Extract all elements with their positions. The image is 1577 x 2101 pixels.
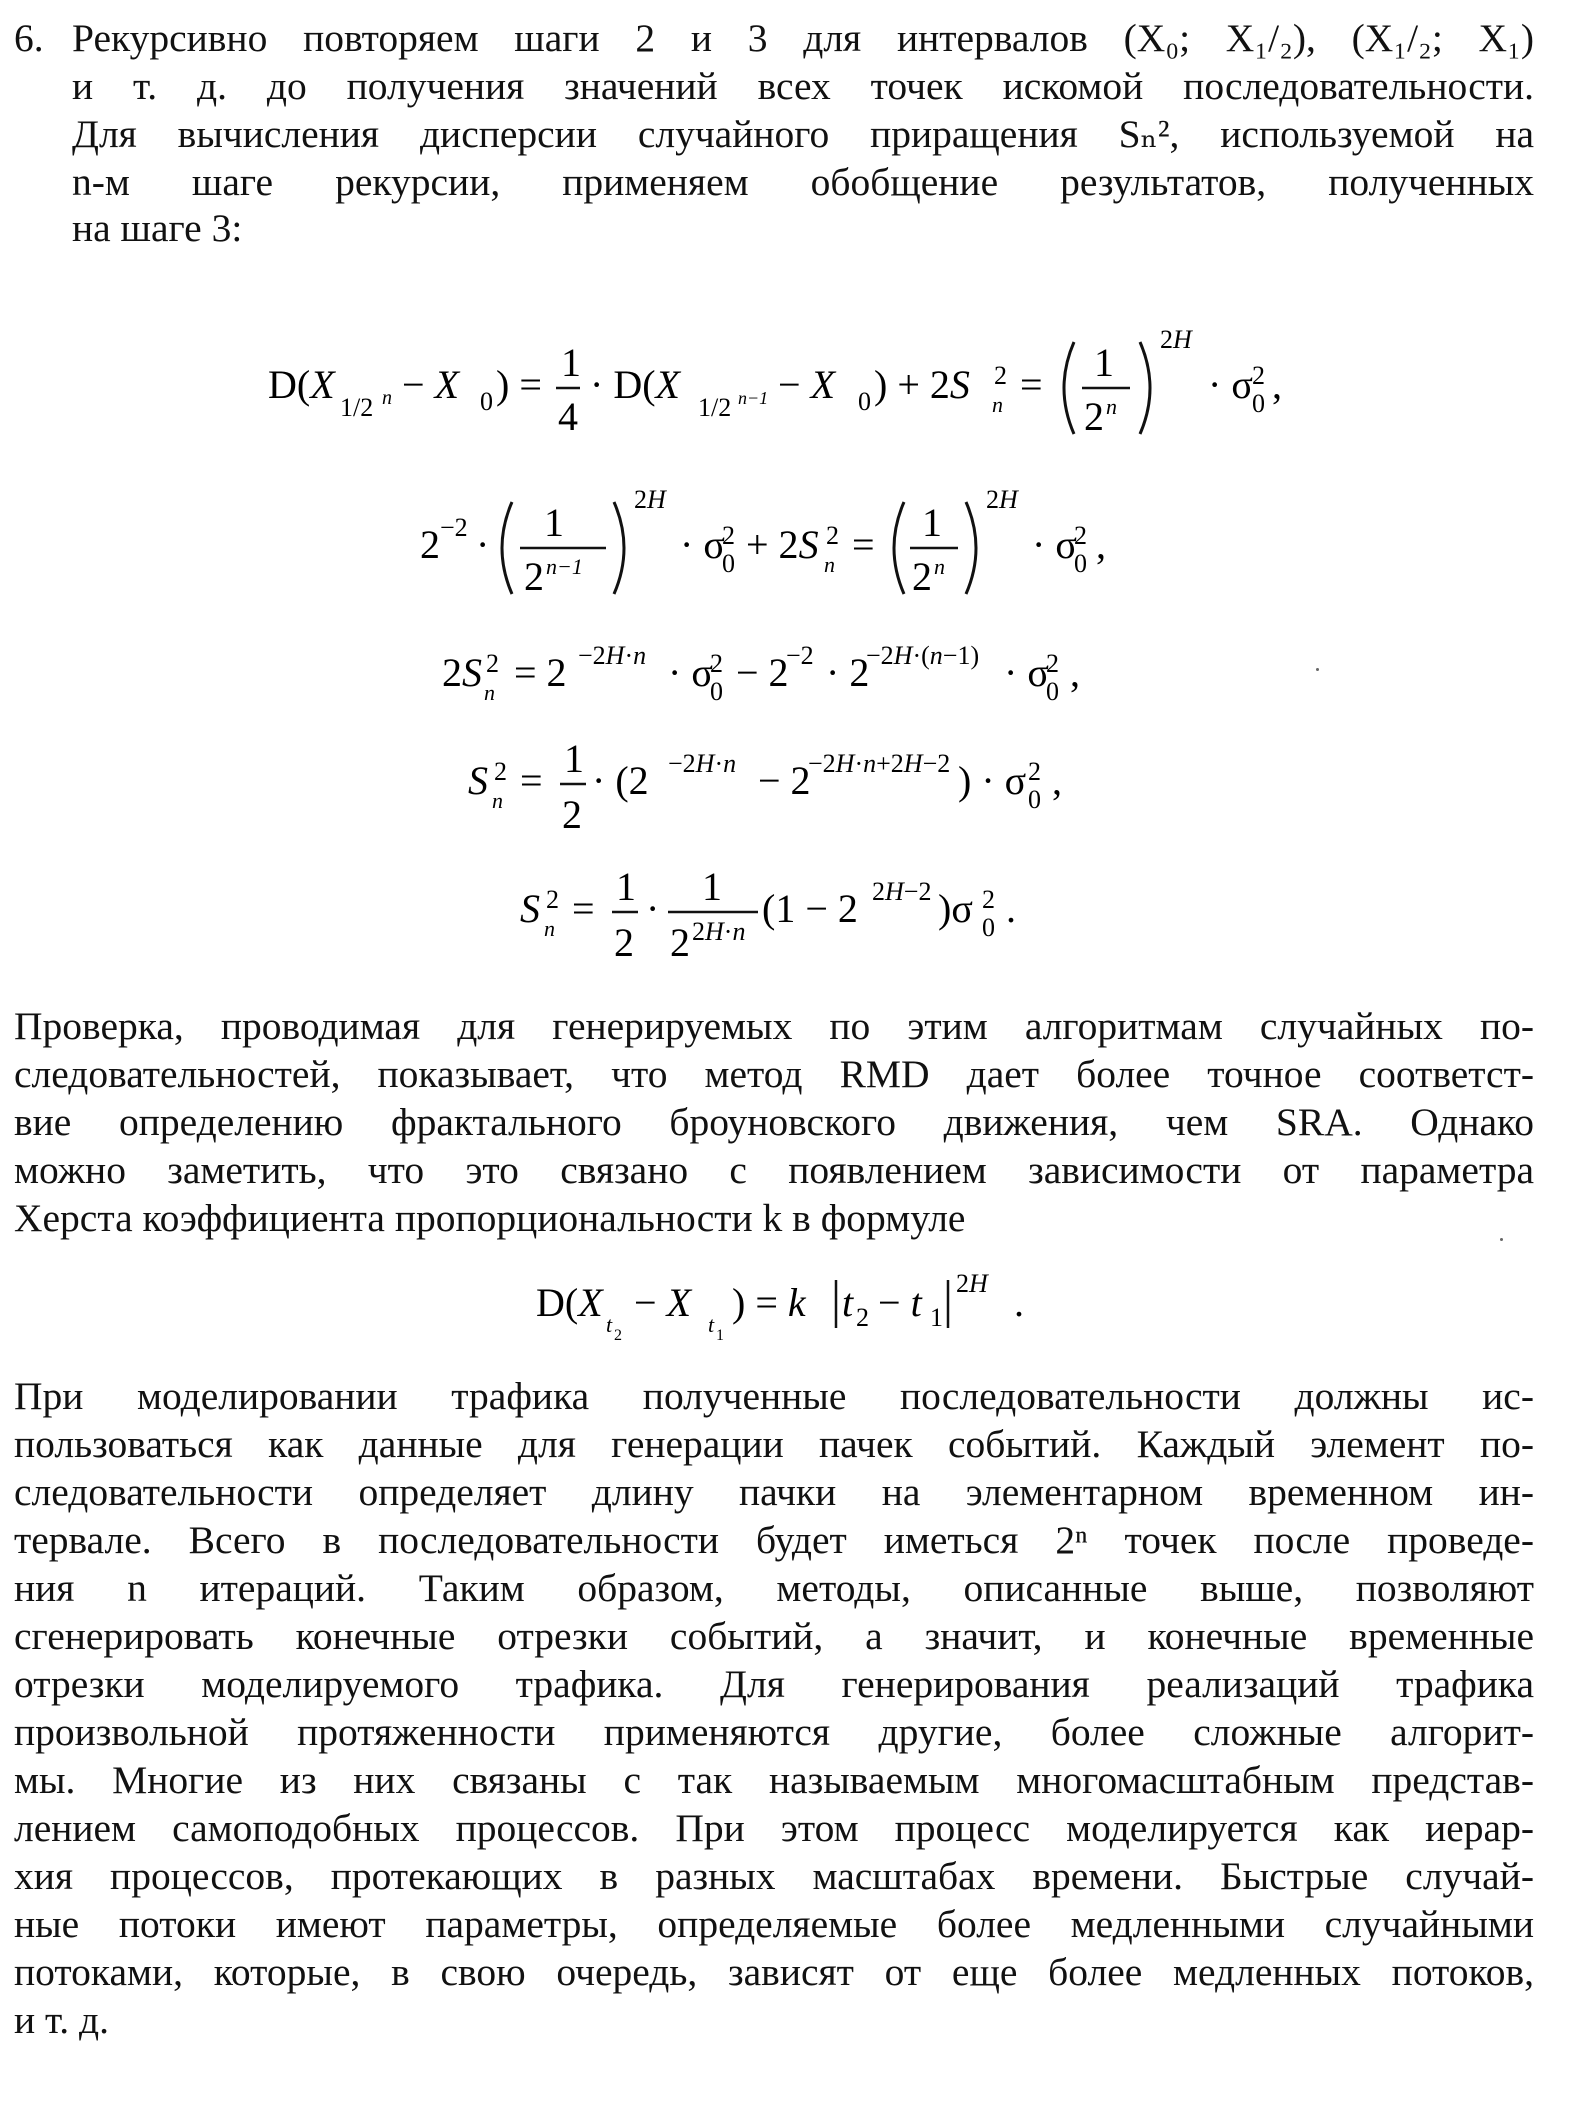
svg-text:2H·n: 2H·n bbox=[692, 917, 746, 946]
svg-text:= 2: = 2 bbox=[514, 650, 567, 695]
svg-text:−2H·n+2H−2: −2H·n+2H−2 bbox=[808, 749, 951, 778]
svg-text:2: 2 bbox=[562, 792, 582, 837]
svg-text:0: 0 bbox=[710, 677, 723, 706]
svg-text:(1 − 2: (1 − 2 bbox=[762, 886, 858, 931]
svg-text:2: 2 bbox=[994, 361, 1007, 390]
svg-text:)σ: )σ bbox=[938, 886, 973, 931]
svg-text:n−1: n−1 bbox=[546, 554, 583, 579]
svg-text:) =: ) = bbox=[496, 362, 542, 407]
svg-text:=: = bbox=[852, 522, 875, 567]
svg-text:−2: −2 bbox=[786, 641, 814, 670]
svg-text:−2H·n: −2H·n bbox=[668, 749, 737, 778]
svg-text:2: 2 bbox=[614, 1327, 622, 1344]
svg-text:,: , bbox=[1070, 650, 1080, 695]
svg-text:n: n bbox=[382, 387, 392, 409]
para1-line-5: Херста коэффициента пропорциональности k в формуле bbox=[14, 1196, 966, 1240]
svg-text:t: t bbox=[606, 1312, 613, 1337]
para2-line-5: ния n итераций. Таким образом, методы, описанные выше, позволяют bbox=[14, 1566, 1534, 1610]
svg-text:0: 0 bbox=[480, 387, 493, 416]
svg-text:1: 1 bbox=[561, 340, 581, 385]
svg-text:n: n bbox=[992, 392, 1003, 417]
svg-text:· σ: · σ bbox=[668, 650, 713, 695]
svg-text:0: 0 bbox=[1028, 785, 1041, 814]
svg-text:2: 2 bbox=[486, 649, 499, 678]
svg-text:2H: 2H bbox=[1160, 325, 1192, 354]
svg-text:n: n bbox=[1106, 394, 1117, 419]
svg-text:· σ: · σ bbox=[1032, 522, 1077, 567]
svg-text:2: 2 bbox=[982, 885, 995, 914]
svg-text:,: , bbox=[1272, 362, 1282, 407]
svg-text:0: 0 bbox=[858, 387, 871, 416]
svg-text:1: 1 bbox=[930, 1303, 943, 1332]
svg-text:2H: 2H bbox=[986, 485, 1018, 514]
item6-line-1: Рекурсивно повторяем шаги 2 и 3 для интервалов (X₀; X₁/₂), (X₁/₂; X₁) bbox=[72, 16, 1534, 60]
svg-text:=: = bbox=[572, 886, 595, 931]
equation-3 bbox=[442, 640, 1122, 730]
para2-line-13: потоками, которые, в свою очередь, зависят от еще более медленных потоков, bbox=[14, 1950, 1534, 1994]
svg-text:·: · bbox=[646, 886, 660, 931]
para2-line-9: мы. Многие из них связаны с так называемым многомасштабным представ- bbox=[14, 1758, 1534, 1802]
svg-text:2: 2 bbox=[1046, 649, 1059, 678]
svg-text:.: . bbox=[1014, 1280, 1024, 1325]
svg-text:S: S bbox=[520, 886, 540, 931]
svg-text:4: 4 bbox=[558, 394, 578, 439]
svg-text:− X: − X bbox=[778, 362, 835, 407]
svg-text:· σ: · σ bbox=[1004, 650, 1049, 695]
svg-text:− 2: − 2 bbox=[736, 650, 789, 695]
svg-text:2: 2 bbox=[856, 1303, 869, 1332]
svg-text:D(X: D(X bbox=[536, 1280, 603, 1325]
para2-line-6: сгенерировать конечные отрезки событий, а значит, и конечные временные bbox=[14, 1614, 1534, 1658]
svg-text:n: n bbox=[934, 554, 945, 579]
svg-text:+ 2S: + 2S bbox=[746, 522, 819, 567]
svg-text:−2H·(n−1): −2H·(n−1) bbox=[866, 641, 980, 670]
svg-text:2: 2 bbox=[1028, 757, 1041, 786]
para1-line-4: можно заметить, что это связано с появлением зависимости от параметра bbox=[14, 1148, 1534, 1192]
item6-line-3: Для вычисления дисперсии случайного приращения Sₙ², используемой на bbox=[72, 112, 1534, 156]
svg-text:2: 2 bbox=[524, 554, 544, 599]
svg-text:−2: −2 bbox=[440, 513, 468, 542]
svg-text:− 2: − 2 bbox=[758, 758, 811, 803]
svg-text:2: 2 bbox=[494, 757, 507, 786]
para1-line-1: Проверка, проводимая для генерируемых по этим алгоритмам случайных по- bbox=[14, 1004, 1534, 1048]
para2-line-14: и т. д. bbox=[14, 1998, 110, 2042]
svg-text:1/2: 1/2 bbox=[340, 393, 374, 422]
svg-text:· 2: · 2 bbox=[826, 650, 870, 695]
svg-text:· (2: · (2 bbox=[592, 758, 649, 803]
item-number: 6. bbox=[14, 16, 44, 60]
item6-line-4: n-м шаге рекурсии, применяем обобщение результатов, полученных bbox=[72, 160, 1534, 204]
svg-text:2: 2 bbox=[722, 521, 735, 550]
svg-text:2: 2 bbox=[1074, 521, 1087, 550]
para2-line-3: следовательности определяет длину пачки на элементарном временном ин- bbox=[14, 1470, 1534, 1514]
svg-text:2: 2 bbox=[912, 554, 932, 599]
svg-text:0: 0 bbox=[1046, 677, 1059, 706]
para2-line-11: хия процессов, протекающих в разных масштабах времени. Быстрые случай- bbox=[14, 1854, 1534, 1898]
svg-text:D(X: D(X bbox=[268, 362, 335, 407]
svg-text:S: S bbox=[468, 758, 488, 803]
svg-text:,: , bbox=[1096, 522, 1106, 567]
svg-text:− X: − X bbox=[634, 1280, 691, 1325]
svg-text:1/2: 1/2 bbox=[698, 393, 732, 422]
svg-text:·: · bbox=[476, 522, 490, 567]
para2-line-7: отрезки моделируемого трафика. Для генерирования реализаций трафика bbox=[14, 1662, 1534, 1706]
para2-line-2: пользоваться как данные для генерации пачек событий. Каждый элемент по- bbox=[14, 1422, 1534, 1466]
svg-text:n: n bbox=[492, 788, 503, 813]
svg-text:· σ: · σ bbox=[680, 522, 725, 567]
svg-text:2: 2 bbox=[420, 522, 440, 567]
svg-text:1: 1 bbox=[922, 500, 942, 545]
equation-1 bbox=[268, 318, 1282, 468]
para2-line-1: При моделировании трафика полученные последовательности должны ис- bbox=[14, 1374, 1534, 1418]
svg-text:− t: − t bbox=[878, 1280, 922, 1325]
svg-text:1: 1 bbox=[564, 736, 584, 781]
equation-4 bbox=[468, 736, 1108, 856]
svg-text:· D(X: · D(X bbox=[590, 362, 680, 407]
item6-line-2: и т. д. до получения значений всех точек искомой последовательности. bbox=[72, 64, 1534, 108]
svg-text:n: n bbox=[824, 552, 835, 577]
scan-speck bbox=[1500, 1238, 1503, 1241]
svg-text:t: t bbox=[842, 1280, 854, 1325]
svg-text:−2H·n: −2H·n bbox=[578, 641, 647, 670]
svg-text:) + 2S: ) + 2S bbox=[874, 362, 970, 407]
svg-text:1: 1 bbox=[702, 864, 722, 909]
svg-text:0: 0 bbox=[1252, 389, 1265, 418]
svg-text:2: 2 bbox=[670, 920, 690, 965]
para2-line-4: тервале. Всего в последовательности будет иметься 2ⁿ точек после проведе- bbox=[14, 1518, 1534, 1562]
svg-text:1: 1 bbox=[544, 500, 564, 545]
svg-text:2H: 2H bbox=[634, 485, 666, 514]
svg-text:2: 2 bbox=[826, 521, 839, 550]
svg-text:2: 2 bbox=[1252, 361, 1265, 390]
svg-text:=: = bbox=[520, 758, 543, 803]
para2-line-10: лением самоподобных процессов. При этом процесс моделируется как иерар- bbox=[14, 1806, 1534, 1850]
item6-line-5: на шаге 3: bbox=[72, 206, 243, 250]
svg-text:1: 1 bbox=[616, 864, 636, 909]
svg-text:,: , bbox=[1052, 758, 1062, 803]
svg-text:0: 0 bbox=[1074, 549, 1087, 578]
svg-text:=: = bbox=[1020, 362, 1043, 407]
svg-text:n: n bbox=[544, 916, 555, 941]
svg-text:) = k: ) = k bbox=[732, 1280, 806, 1325]
svg-text:0: 0 bbox=[722, 549, 735, 578]
para1-line-2: следовательностей, показывает, что метод RMD дает более точное соответст- bbox=[14, 1052, 1534, 1096]
svg-text:0: 0 bbox=[982, 913, 995, 942]
svg-text:2: 2 bbox=[710, 649, 723, 678]
equation-2 bbox=[420, 478, 1140, 628]
svg-text:2: 2 bbox=[546, 885, 559, 914]
svg-text:2H: 2H bbox=[956, 1269, 988, 1298]
svg-text:2H−2: 2H−2 bbox=[872, 877, 932, 906]
scan-speck bbox=[1316, 668, 1319, 671]
svg-text:2: 2 bbox=[1084, 394, 1104, 439]
svg-text:1: 1 bbox=[1094, 340, 1114, 385]
svg-text:) · σ: ) · σ bbox=[958, 758, 1027, 803]
para2-line-12: ные потоки имеют параметры, определяемые более медленными случайными bbox=[14, 1902, 1534, 1946]
para1-line-3: вие определению фрактального броуновского движения, чем SRA. Однако bbox=[14, 1100, 1534, 1144]
equation-6 bbox=[536, 1262, 1056, 1362]
svg-text:n−1: n−1 bbox=[738, 388, 769, 408]
svg-text:· σ: · σ bbox=[1208, 362, 1253, 407]
svg-text:1: 1 bbox=[716, 1327, 724, 1344]
svg-text:− X: − X bbox=[402, 362, 459, 407]
svg-text:.: . bbox=[1006, 886, 1016, 931]
svg-text:t: t bbox=[708, 1312, 715, 1337]
svg-text:2: 2 bbox=[614, 920, 634, 965]
svg-text:n: n bbox=[484, 680, 495, 705]
equation-5 bbox=[520, 864, 1040, 984]
svg-text:2S: 2S bbox=[442, 650, 482, 695]
para2-line-8: произвольной протяженности применяются другие, более сложные алгорит- bbox=[14, 1710, 1534, 1754]
